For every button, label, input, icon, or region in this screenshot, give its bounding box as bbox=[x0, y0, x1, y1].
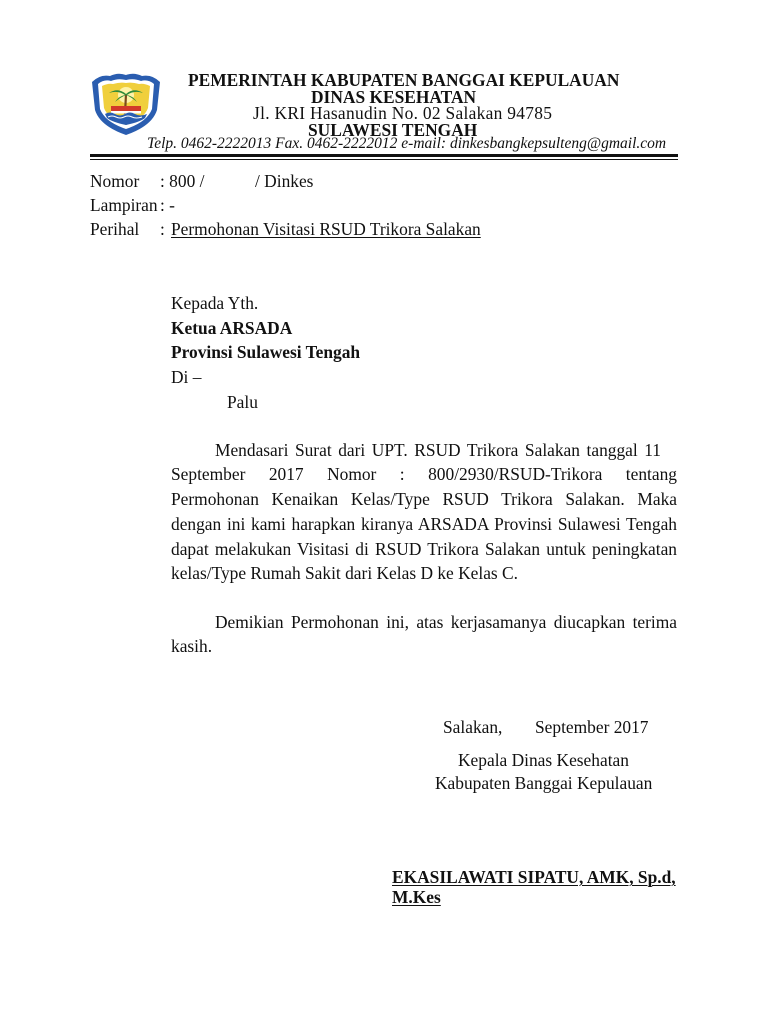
recipient-salutation: Kepada Yth. bbox=[171, 292, 259, 313]
lampiran-label: Lampiran bbox=[90, 194, 158, 215]
perihal-colon: : bbox=[160, 218, 165, 239]
nomor-label: Nomor bbox=[90, 170, 140, 191]
letterhead-government: PEMERINTAH KABUPATEN BANGGAI KEPULAUAN bbox=[188, 70, 620, 90]
lampiran-value: : - bbox=[160, 194, 175, 215]
paragraph-line: dengan ini kami harapkan kiranya ARSADA Provinsi Sulawesi Tengah bbox=[171, 513, 677, 534]
letterhead-contact: Telp. 0462-2222013 Fax. 0462-2222012 e-mail: dinkesbangkepsulteng@gmail.com bbox=[147, 135, 667, 152]
recipient-city: Palu bbox=[227, 391, 258, 412]
letterhead-address: Jl. KRI Hasanudin No. 02 Salakan 94785 bbox=[253, 103, 553, 123]
letterhead-province: SULAWESI TENGAH bbox=[308, 120, 478, 140]
signature-date: September 2017 bbox=[535, 716, 649, 737]
signature-place: Salakan, bbox=[443, 716, 503, 737]
recipient-institution: Provinsi Sulawesi Tengah bbox=[171, 341, 361, 362]
letterhead-rule-thin bbox=[90, 159, 678, 160]
nomor-value: : 800 / bbox=[160, 170, 205, 191]
perihal-label: Perihal bbox=[90, 218, 140, 239]
regency-emblem-icon bbox=[90, 70, 162, 136]
letterhead-agency: DINAS KESEHATAN bbox=[311, 87, 477, 107]
nomor-suffix: / Dinkes bbox=[255, 170, 314, 191]
paragraph-line: kelas/Type Rumah Sakit dari Kelas D ke Kelas C. bbox=[171, 563, 518, 584]
paragraph-line: dapat melakukan Visitasi di RSUD Trikora Salakan untuk peningkatan bbox=[171, 538, 677, 559]
emblem-white-band bbox=[111, 111, 141, 114]
perihal-subject: Permohonan Visitasi RSUD Trikora Salakan bbox=[171, 218, 481, 239]
paragraph-line: Permohonan Kenaikan Kelas/Type RSUD Trikora Salakan. Maka bbox=[171, 489, 677, 510]
recipient-title: Ketua ARSADA bbox=[171, 317, 293, 338]
paragraph-line: Demikian Permohonan ini, atas kerjasamanya diucapkan terima bbox=[215, 611, 677, 632]
recipient-at: Di – bbox=[171, 366, 202, 387]
signatory-degree: M.Kes bbox=[392, 886, 441, 907]
paragraph-line: kasih. bbox=[171, 636, 213, 657]
letterhead-rule-thick bbox=[90, 154, 678, 157]
paragraph-line: September 2017 Nomor : 800/2930/RSUD-Trikora tentang bbox=[171, 464, 677, 485]
paragraph-line: Mendasari Surat dari UPT. RSUD Trikora Salakan tanggal 11 bbox=[215, 439, 661, 460]
signatory-name: EKASILAWATI SIPATU, AMK, Sp.d, bbox=[392, 866, 676, 887]
body-paragraph-2 bbox=[171, 610, 677, 660]
emblem-red-band bbox=[111, 106, 141, 111]
signature-position: Kepala Dinas Kesehatan bbox=[458, 749, 629, 770]
body-paragraph-1 bbox=[171, 438, 677, 587]
signature-office: Kabupaten Banggai Kepulauan bbox=[435, 772, 653, 793]
